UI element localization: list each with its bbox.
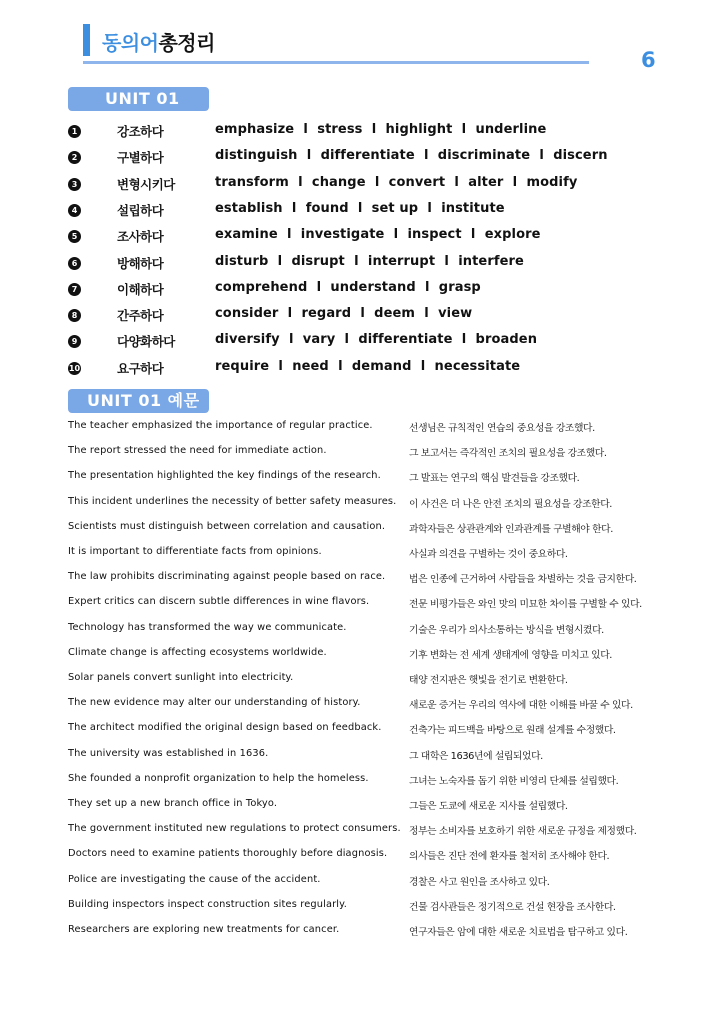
example-korean: 전문 비평가들은 와인 맛의 미묘한 차이를 구별할 수 있다. (409, 599, 642, 611)
examples-label: UNIT 01 예문 (87, 391, 200, 410)
vocab-english-synonyms: transform l change l convert l alter l modify (215, 174, 578, 190)
vocab-number-badge: 10 (68, 363, 81, 373)
example-korean: 그 발표는 연구의 핵심 발견들을 강조했다. (409, 473, 580, 485)
vocab-english-synonyms: disturb l disrupt l interrupt l interfere (215, 253, 524, 269)
vocab-number-badge: 7 (68, 283, 81, 296)
example-korean: 그 보고서는 즉각적인 조치의 필요성을 강조했다. (409, 448, 607, 460)
example-english: The teacher emphasized the importance of regular practice. (68, 420, 373, 431)
example-korean: 기후 변화는 전 세계 생태계에 영향을 미치고 있다. (409, 649, 612, 661)
example-english: The university was established in 1636. (68, 747, 269, 759)
page-number: 6 (641, 48, 656, 72)
example-korean: 기술은 우리가 의사소통하는 방식을 변형시켰다. (409, 624, 604, 636)
vocab-number-badge: 6 (68, 257, 81, 270)
vocab-english-synonyms: comprehend l understand l grasp (215, 279, 481, 295)
vocab-english-synonyms: diversify l vary l differentiate l broaden (215, 332, 538, 348)
vocab-number-badge: 1 (68, 125, 81, 138)
example-english: The presentation highlighted the key findings of the research. (68, 470, 381, 482)
vocab-korean: 다양화하다 (117, 334, 175, 350)
title-highlight: 동의어 (102, 31, 159, 55)
example-korean: 사실과 의견을 구별하는 것이 중요하다. (409, 549, 568, 560)
vocab-number-badge: 4 (68, 204, 81, 217)
examples-label-pill (68, 389, 209, 413)
vocab-english-synonyms: require l need l demand l necessitate (215, 358, 521, 374)
example-korean: 의사들은 진단 전에 환자를 철저히 조사해야 한다. (409, 851, 610, 863)
title-accent-bar (83, 24, 90, 56)
example-korean: 정부는 소비자를 보호하기 위한 새로운 규정을 제정했다. (409, 826, 637, 838)
example-english: Expert critics can discern subtle differences in wine flavors. (68, 596, 370, 608)
example-english: This incident underlines the necessity of better safety measures. (68, 495, 397, 507)
vocab-english-synonyms: distinguish l differentiate l discriminate l discern (215, 148, 608, 164)
example-korean: 태양 전지판은 햇빛을 전기로 변환한다. (409, 675, 568, 686)
example-korean: 그 대학은 1636년에 설립되었다. (409, 750, 543, 762)
title-divider (83, 61, 589, 64)
example-korean: 법은 인종에 근거하여 사람들을 차별하는 것을 금지한다. (409, 574, 637, 586)
example-korean: 새로운 증거는 우리의 역사에 대한 이해를 바꿀 수 있다. (409, 700, 633, 712)
vocab-korean: 이해하다 (117, 281, 164, 297)
example-english: The government instituted new regulations to protect consumers. (68, 823, 401, 835)
example-english: The new evidence may alter our understanding of history. (68, 697, 361, 709)
example-korean: 이 사건은 더 나은 안전 조치의 필요성을 강조한다. (409, 498, 612, 510)
title-rest: 총정리 (158, 31, 215, 55)
example-english: Solar panels convert sunlight into electricity. (68, 672, 294, 683)
example-english: Building inspectors inspect construction sites regularly. (68, 898, 347, 910)
vocab-korean: 설립하다 (117, 202, 164, 218)
vocab-number-badge: 8 (68, 309, 81, 322)
vocab-korean: 간주하다 (117, 308, 164, 324)
example-english: Researchers are exploring new treatments for cancer. (68, 924, 340, 935)
unit-label-pill (68, 87, 209, 111)
example-korean: 경찰은 사고 원인을 조사하고 있다. (409, 876, 550, 888)
vocab-english-synonyms: consider l regard l deem l view (215, 306, 473, 322)
example-korean: 선생님은 규칙적인 연습의 중요성을 강조했다. (409, 423, 595, 434)
vocab-korean: 조사하다 (117, 229, 164, 245)
example-korean: 그녀는 노숙자를 돕기 위한 비영리 단체를 설립했다. (409, 775, 619, 787)
example-english: The law prohibits discriminating against people based on race. (68, 571, 386, 583)
vocab-korean: 방해하다 (117, 255, 164, 271)
vocab-korean: 변형시키다 (117, 176, 175, 192)
example-english: Doctors need to examine patients thoroughly before diagnosis. (68, 848, 388, 860)
example-korean: 그들은 도쿄에 새로운 지사를 설립했다. (409, 801, 568, 812)
example-english: It is important to differentiate facts from opinions. (68, 546, 322, 557)
example-english: Scientists must distinguish between correlation and causation. (68, 520, 386, 532)
vocab-number-badge: 5 (68, 230, 81, 243)
unit-label: UNIT 01 (105, 89, 180, 108)
example-english: She founded a nonprofit organization to help the homeless. (68, 772, 369, 784)
example-korean: 연구자들은 암에 대한 새로운 치료법을 탐구하고 있다. (409, 927, 628, 938)
example-english: Police are investigating the cause of the accident. (68, 873, 321, 885)
example-english: The architect modified the original design based on feedback. (68, 722, 382, 734)
vocab-number-badge: 2 (68, 151, 81, 164)
vocab-english-synonyms: examine l investigate l inspect l explore (215, 227, 541, 243)
vocab-number-badge: 3 (68, 178, 81, 191)
vocab-korean: 구별하다 (117, 150, 164, 166)
vocab-english-synonyms: emphasize l stress l highlight l underline (215, 122, 547, 137)
example-korean: 과학자들은 상관관계와 인과관계를 구별해야 한다. (409, 523, 613, 535)
example-english: They set up a new branch office in Tokyo. (68, 798, 278, 809)
page-title (102, 27, 215, 56)
vocab-english-synonyms: establish l found l set up l institute (215, 200, 505, 216)
example-korean: 건물 검사관들은 정기적으로 건설 현장을 조사한다. (409, 901, 616, 913)
vocab-number-badge: 9 (68, 335, 81, 348)
example-english: The report stressed the need for immediate action. (68, 445, 327, 457)
example-korean: 건축가는 피드백을 바탕으로 원래 설계를 수정했다. (409, 725, 616, 737)
vocab-korean: 강조하다 (117, 124, 164, 139)
vocab-korean: 요구하다 (117, 360, 164, 376)
example-english: Climate change is affecting ecosystems worldwide. (68, 646, 327, 658)
example-english: Technology has transformed the way we communicate. (68, 621, 347, 633)
